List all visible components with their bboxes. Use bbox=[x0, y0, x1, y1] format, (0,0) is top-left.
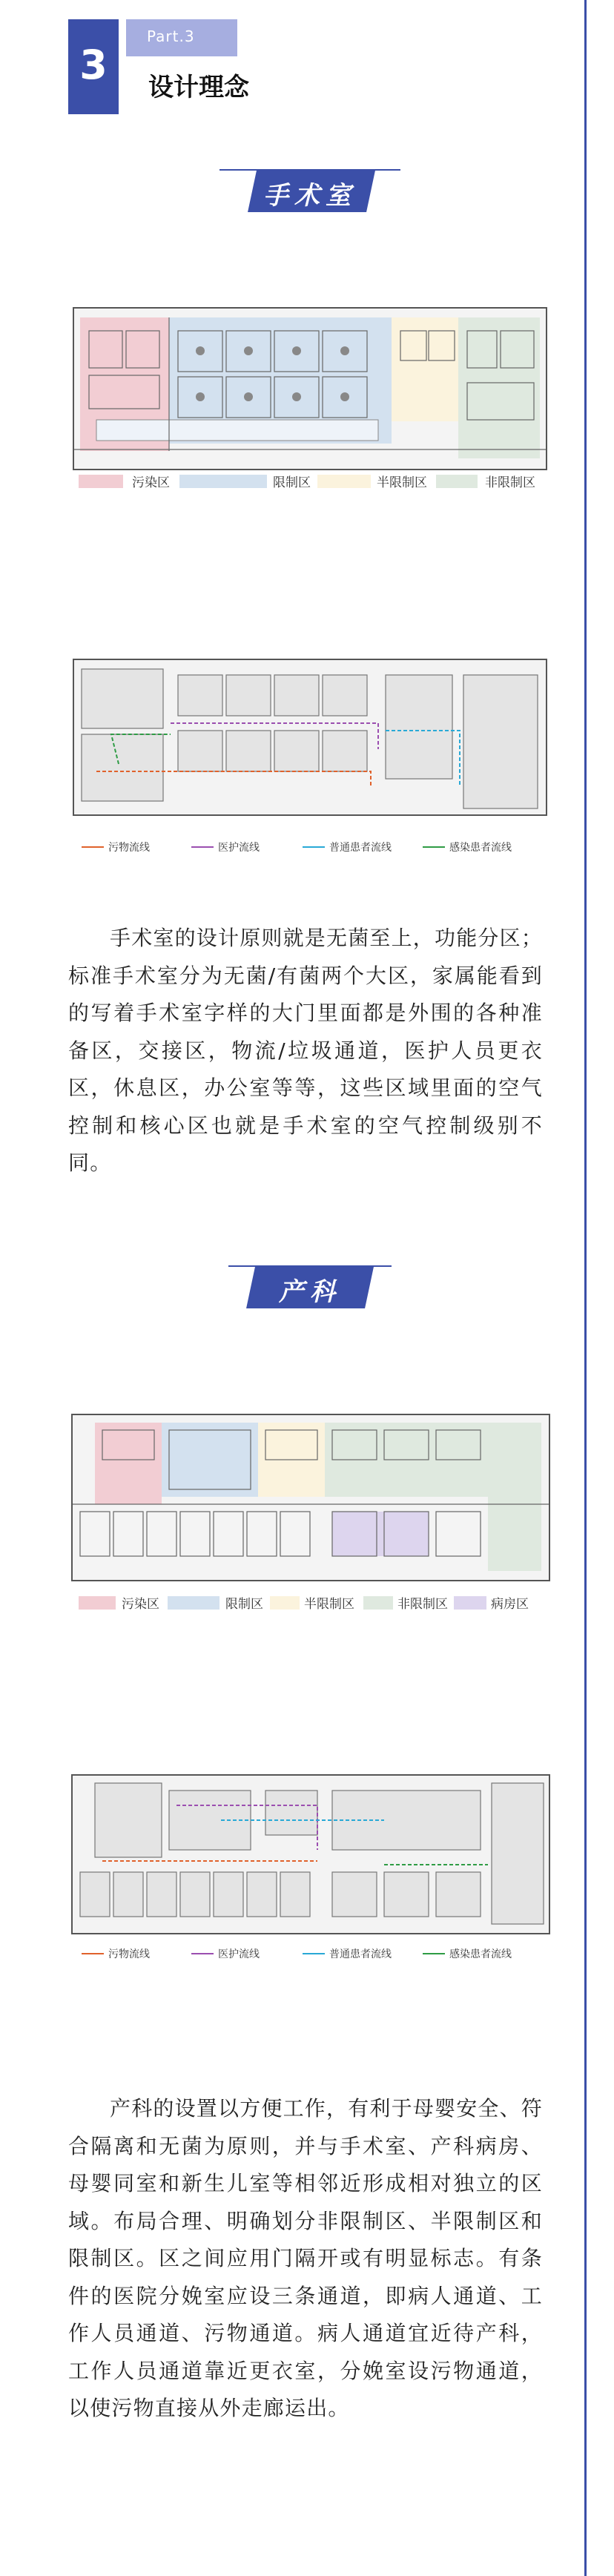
section-title: 设计理念 bbox=[148, 73, 249, 102]
flow-label: 感染患者流线 bbox=[449, 842, 512, 854]
legend-swatch-unrestricted bbox=[363, 1596, 393, 1610]
legend-swatch-pollution bbox=[79, 475, 123, 488]
zone-legend-operating bbox=[79, 470, 538, 493]
flow-label: 医护流线 bbox=[218, 842, 260, 854]
paragraph-obstetrics: 产科的设置以方便工作，有利于母婴安全、符合隔离和无菌为原则，并与手术室、产科病房、母婴同室和新生儿室等相邻近形成相对独立的区域。布局合理、明确划分非限制区、半限制区和限制区。区之间应用门隔开或有明显标志。有条件的医院分娩室应设三条通道，即病人通道、工作人员通道、污物通道。病人通道宜近待产科，工作人员通道靠近更衣室，分娩室设污物通道，以使污物直接从外走廊运出。 bbox=[68, 2096, 544, 2420]
legend-label: 污染区 bbox=[132, 475, 170, 490]
arrow-staff bbox=[191, 846, 214, 848]
right-border-rule bbox=[584, 0, 587, 2576]
flow-legend-operating bbox=[82, 838, 541, 856]
legend-label: 限制区 bbox=[225, 1597, 263, 1612]
floor-plan-obstetrics-flows bbox=[71, 1774, 550, 1934]
arrow-infected bbox=[423, 1953, 445, 1954]
floor-plan-operating-zones bbox=[73, 307, 547, 470]
floor-plan-obstetrics-zones bbox=[71, 1414, 550, 1581]
legend-label: 病房区 bbox=[491, 1597, 529, 1612]
legend-label: 污染区 bbox=[122, 1597, 159, 1612]
legend-swatch-unrestricted bbox=[436, 475, 478, 488]
paragraph-operating-room: 手术室的设计原则就是无菌至上，功能分区；标准手术室分为无菌/有菌两个大区，家属能看到的写着手术室字样的大门里面都是外围的各种准备区，交接区，物流/垃圾通道，医护人员更衣区，休息区，办公室等等，这些区域里面的空气控制和核心区也就是手术室的空气控制级别不同。 bbox=[68, 926, 544, 1175]
floor-plan-operating-flows bbox=[73, 659, 547, 816]
arrow-infected bbox=[423, 846, 445, 848]
legend-label: 半限制区 bbox=[377, 475, 427, 490]
section-number: 3 bbox=[79, 42, 108, 88]
arrow-patient bbox=[303, 1953, 325, 1954]
legend-label: 非限制区 bbox=[485, 475, 535, 490]
arrow-patient bbox=[303, 846, 325, 848]
flow-label: 医护流线 bbox=[218, 1949, 260, 1960]
banner-obstetrics bbox=[228, 1262, 392, 1308]
flow-label: 污物流线 bbox=[108, 1949, 150, 1960]
flow-label: 普通患者流线 bbox=[329, 842, 392, 854]
part-tab bbox=[126, 19, 237, 56]
flow-label: 普通患者流线 bbox=[329, 1949, 392, 1960]
legend-label: 非限制区 bbox=[397, 1597, 448, 1612]
banner-label: 产科 bbox=[279, 1277, 341, 1307]
legend-swatch-pollution bbox=[79, 1596, 116, 1610]
legend-swatch-semi bbox=[270, 1596, 300, 1610]
zone-legend-obstetrics bbox=[79, 1592, 541, 1614]
arrow-staff bbox=[191, 1953, 214, 1954]
arrow-dirt bbox=[82, 846, 104, 848]
section-number-box bbox=[68, 19, 119, 114]
legend-swatch-restricted bbox=[168, 1596, 219, 1610]
flow-label: 感染患者流线 bbox=[449, 1949, 512, 1960]
part-label: Part.3 bbox=[147, 27, 195, 45]
legend-swatch-ward bbox=[454, 1596, 486, 1610]
banner-operating-room bbox=[219, 166, 400, 212]
legend-swatch-semi bbox=[317, 475, 371, 488]
arrow-dirt bbox=[82, 1953, 104, 1954]
legend-label: 限制区 bbox=[273, 475, 311, 490]
banner-label: 手术室 bbox=[263, 181, 357, 211]
flow-label: 污物流线 bbox=[108, 842, 150, 854]
legend-swatch-restricted bbox=[179, 475, 267, 488]
legend-label: 半限制区 bbox=[304, 1597, 354, 1612]
flow-legend-obstetrics bbox=[82, 1945, 541, 1963]
